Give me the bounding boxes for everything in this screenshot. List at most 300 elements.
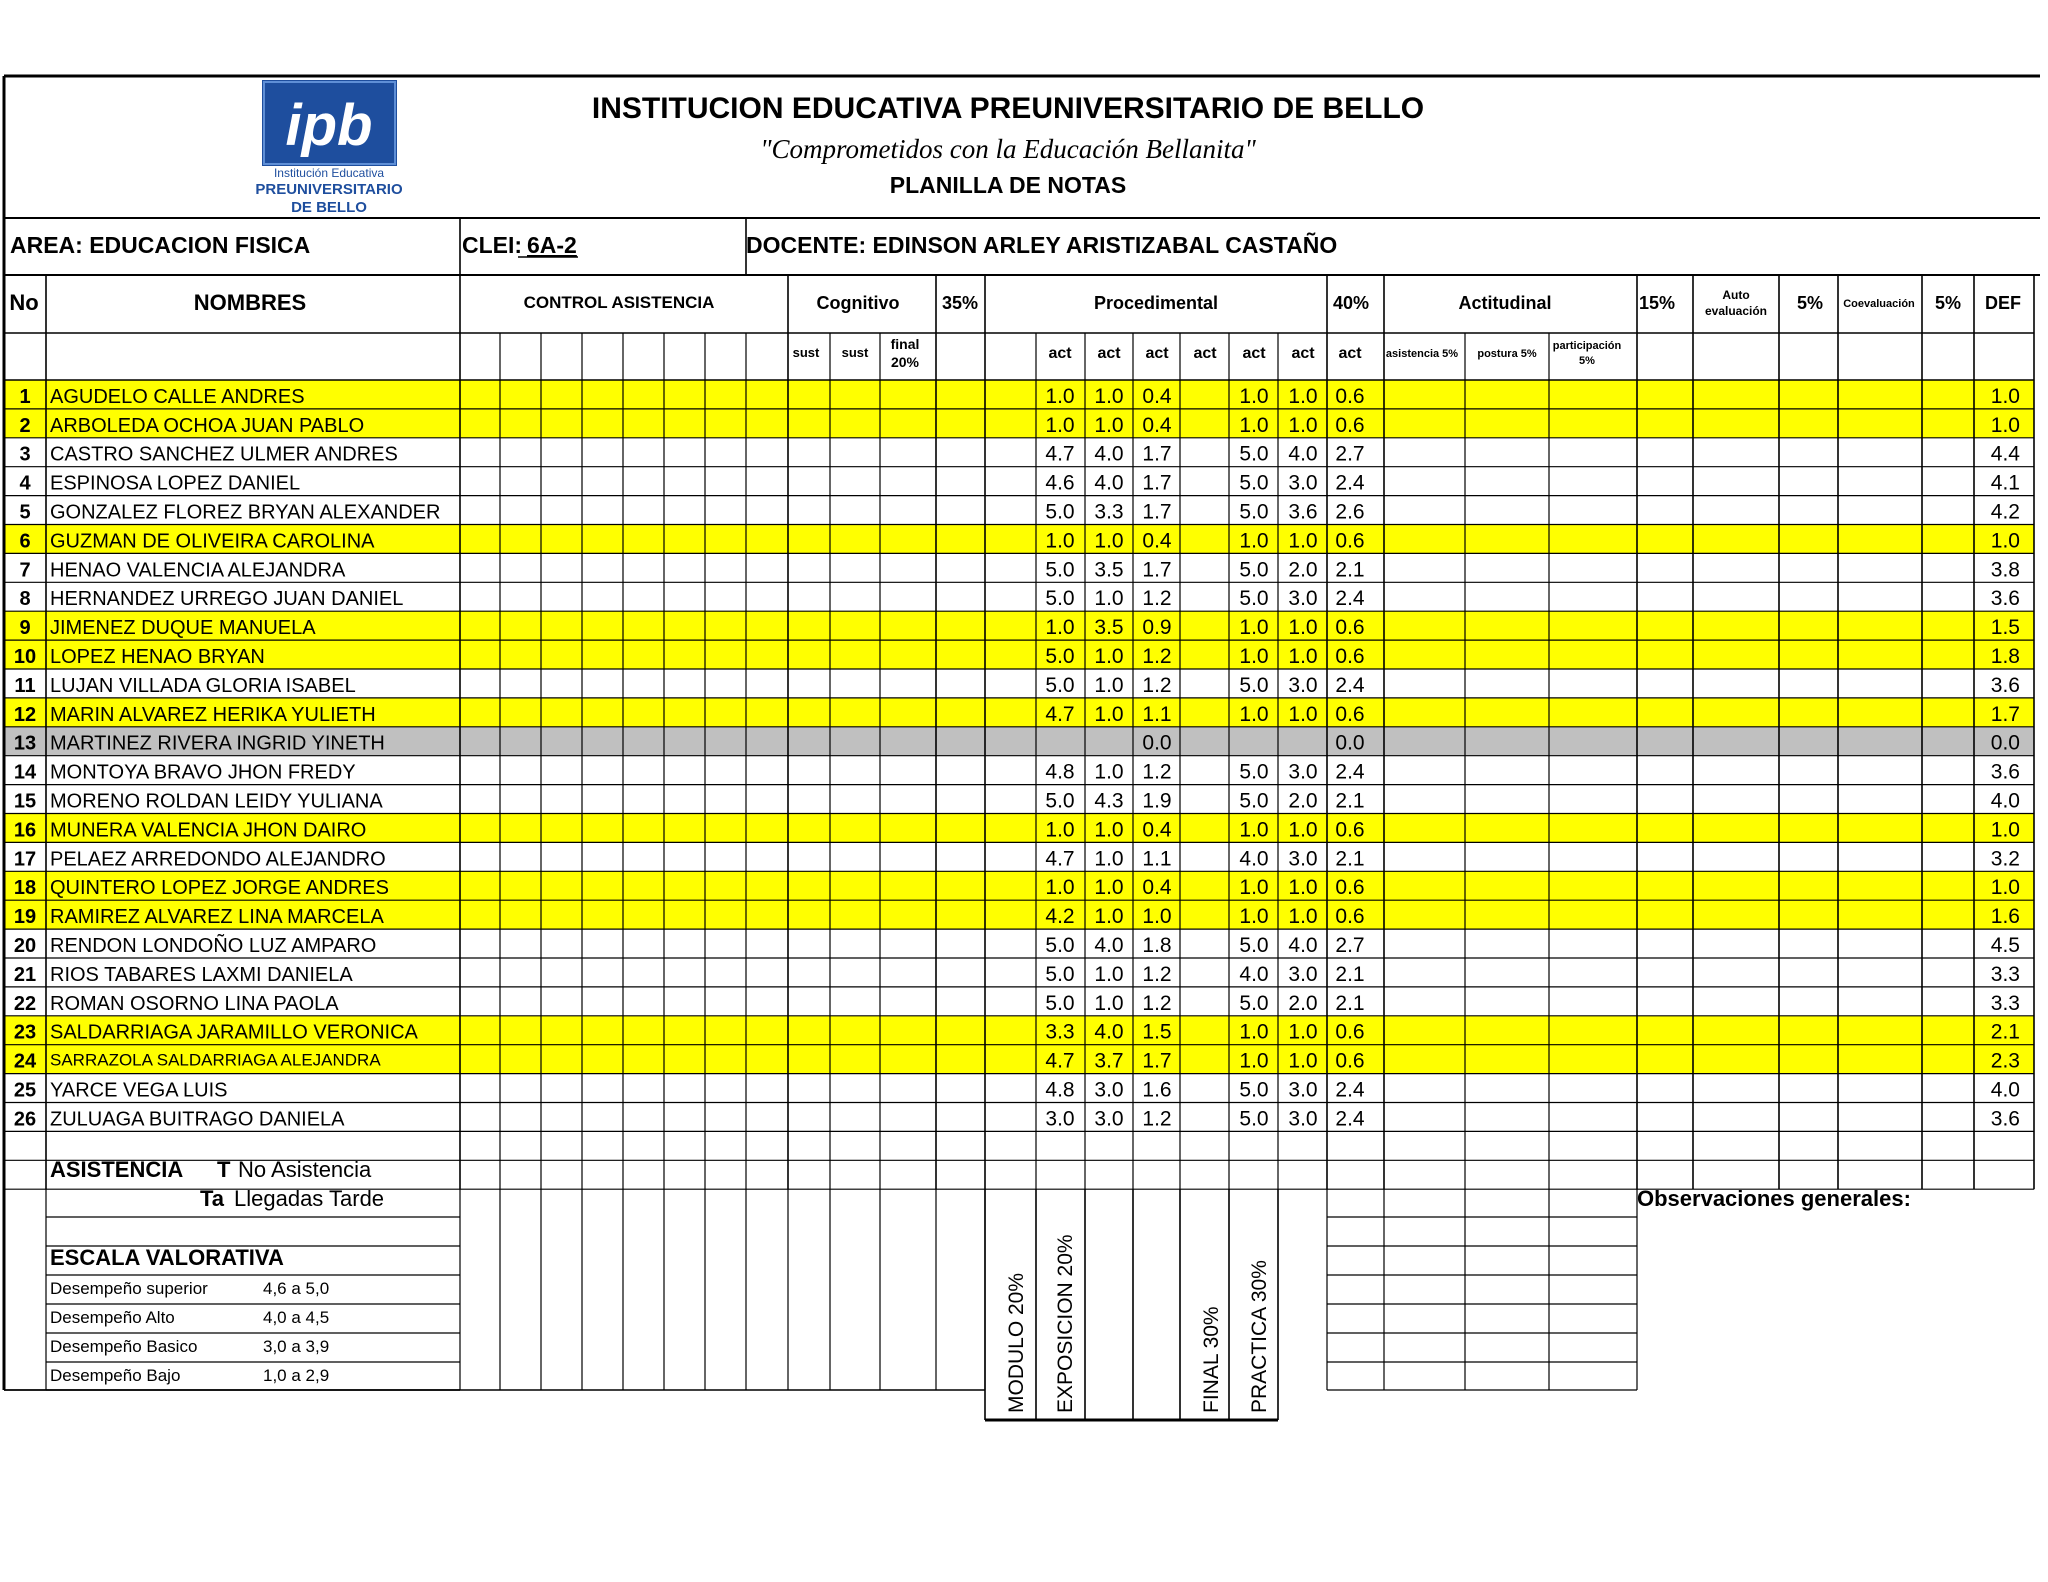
institution-logo	[255, 80, 403, 216]
grade-cell[interactable]: 4.0	[1094, 442, 1124, 466]
grade-cell[interactable]: 4.0	[1094, 934, 1124, 957]
student-row[interactable]	[14, 847, 2020, 870]
grade-cell[interactable]: 2.1	[1335, 558, 1365, 582]
student-name: SALDARRIAGA JARAMILLO VERONICA	[50, 1021, 418, 1044]
grade-cell[interactable]: 0.4	[1142, 818, 1172, 842]
grade-cell[interactable]: 1.0	[1045, 529, 1075, 553]
grade-cell[interactable]: 3.3	[1045, 1020, 1075, 1044]
grade-cell[interactable]: 3.0	[1094, 1107, 1124, 1131]
student-number: 8	[19, 588, 31, 611]
final-grade[interactable]: 1.0	[1990, 818, 2020, 842]
grade-cell[interactable]: 1.0	[1288, 645, 1318, 668]
col-coevaluacion: Coevaluación	[1843, 298, 1915, 310]
scale-label: Desempeño Basico	[50, 1337, 198, 1356]
column-headers	[9, 288, 2021, 370]
grade-cell[interactable]: 5.0	[1045, 500, 1075, 524]
grade-cell[interactable]: 4.7	[1045, 702, 1075, 726]
grade-cell[interactable]: 0.6	[1335, 818, 1365, 842]
grade-cell[interactable]: 3.5	[1094, 558, 1124, 582]
grade-cell[interactable]: 1.0	[1239, 384, 1269, 408]
grade-cell[interactable]: 1.0	[1094, 760, 1124, 784]
grade-cell[interactable]: 1.0	[1094, 876, 1124, 900]
grade-cell[interactable]: 5.0	[1239, 471, 1269, 495]
student-number: 17	[13, 848, 37, 871]
student-number: 20	[13, 935, 37, 957]
student-row[interactable]	[14, 1107, 2020, 1130]
row-highlight	[4, 380, 2034, 409]
student-name: QUINTERO LOPEZ JORGE ANDRES	[50, 877, 389, 900]
student-name: GUZMAN DE OLIVEIRA CAROLINA	[50, 530, 375, 553]
grade-cell[interactable]: 4.2	[1045, 905, 1075, 929]
asistencia-title: ASISTENCIA	[50, 1157, 184, 1182]
student-number: 13	[13, 732, 37, 755]
final-grade[interactable]: 1.0	[1990, 876, 2020, 900]
scale-range: 3,0 a 3,9	[263, 1337, 330, 1356]
grade-cell[interactable]: 2.4	[1335, 760, 1365, 784]
grade-cell[interactable]: 0.9	[1142, 616, 1172, 640]
grade-cell[interactable]: 3.0	[1288, 1107, 1318, 1131]
col-actitudinal: Actitudinal	[1458, 293, 1552, 313]
grade-cell[interactable]: 1.0	[1094, 645, 1124, 668]
student-number: 6	[19, 530, 31, 553]
grade-cell[interactable]: 1.0	[1094, 962, 1124, 986]
sub-act: act	[1193, 345, 1217, 362]
grade-cell[interactable]: 1.2	[1142, 1107, 1172, 1131]
grade-cell[interactable]: 0.6	[1335, 529, 1365, 553]
grade-cell[interactable]: 4.3	[1094, 789, 1124, 813]
grade-cell[interactable]: 2.1	[1335, 847, 1365, 871]
grade-cell[interactable]: 0.6	[1335, 616, 1365, 640]
student-row[interactable]	[14, 963, 2020, 986]
student-name: RENDON LONDOÑO LUZ AMPARO	[50, 935, 377, 957]
final-grade[interactable]: 4.0	[1990, 1078, 2020, 1102]
grade-cell[interactable]: 5.0	[1239, 500, 1269, 524]
grade-cell[interactable]: 1.2	[1142, 673, 1172, 697]
final-grade[interactable]: 3.2	[1990, 847, 2020, 871]
sub-act: act	[1145, 345, 1169, 362]
student-row[interactable]	[19, 443, 2020, 466]
grade-cell[interactable]: 1.0	[1094, 702, 1124, 726]
legend	[50, 1157, 1911, 1413]
scale-list	[50, 1279, 329, 1385]
grade-cell[interactable]: 5.0	[1239, 789, 1269, 813]
grade-cell[interactable]: 1.6	[1142, 1078, 1172, 1102]
student-number: 2	[19, 414, 31, 437]
area-label: AREA: EDUCACION FISICA	[10, 232, 311, 258]
student-number: 15	[13, 790, 37, 813]
grade-cell[interactable]: 2.4	[1335, 587, 1365, 611]
institution-motto: "Comprometidos con la Educación Bellanita"	[760, 134, 1256, 164]
student-name: ZULUAGA BUITRAGO DANIELA	[50, 1108, 345, 1131]
grade-cell[interactable]: 1.0	[1239, 645, 1269, 668]
final-grade[interactable]: 3.6	[1990, 760, 2020, 784]
student-name: GONZALEZ FLOREZ BRYAN ALEXANDER	[50, 501, 441, 524]
grade-cell[interactable]: 1.0	[1288, 702, 1318, 726]
sub-act: act	[1291, 345, 1315, 362]
grade-cell[interactable]: 5.0	[1045, 991, 1075, 1015]
logo-line3: DE BELLO	[291, 199, 367, 216]
act-subheaders	[1048, 345, 1362, 362]
final-grade[interactable]: 1.0	[1990, 384, 2020, 408]
sub-asistencia: asistencia 5%	[1385, 348, 1459, 360]
clei-label: CLEI:	[462, 232, 523, 258]
final-grade[interactable]: 4.5	[1990, 934, 2020, 957]
student-row[interactable]	[19, 472, 2020, 495]
grade-cell[interactable]: 2.7	[1335, 442, 1365, 466]
grade-cell[interactable]: 3.3	[1094, 500, 1124, 524]
grade-cell[interactable]: 1.0	[1045, 616, 1075, 640]
student-number: 1	[19, 385, 31, 408]
grade-cell[interactable]: 1.0	[1239, 702, 1269, 726]
final-grade[interactable]: 3.6	[1990, 587, 2020, 611]
student-name: ARBOLEDA OCHOA JUAN PABLO	[50, 414, 365, 437]
student-row[interactable]	[19, 501, 2020, 524]
student-name: RIOS TABARES LAXMI DANIELA	[50, 963, 353, 986]
grade-cell[interactable]: 4.8	[1045, 1078, 1075, 1102]
t-code: T	[217, 1157, 231, 1182]
final-grade[interactable]: 1.8	[1990, 645, 2020, 668]
student-row[interactable]	[14, 1079, 2020, 1102]
student-number: 11	[14, 674, 36, 697]
student-name: MORENO ROLDAN LEIDY YULIANA	[50, 790, 383, 813]
sub-participacion-2: 5%	[1579, 355, 1595, 367]
col-cognitivo-pct: 35%	[941, 293, 979, 313]
grade-cell[interactable]: 1.0	[1288, 1049, 1318, 1073]
student-row[interactable]	[14, 674, 2020, 697]
grade-cell[interactable]: 5.0	[1045, 962, 1075, 986]
grade-cell[interactable]: 0.6	[1335, 1049, 1365, 1073]
grade-cell[interactable]: 4.7	[1045, 1049, 1075, 1073]
grade-cell[interactable]: 1.0	[1094, 673, 1124, 697]
grade-cell[interactable]: 1.0	[1239, 876, 1269, 900]
grade-cell[interactable]: 1.1	[1142, 702, 1172, 726]
final-grade[interactable]: 4.4	[1990, 442, 2020, 466]
row-highlight	[4, 640, 2034, 669]
grade-cell[interactable]: 3.0	[1288, 471, 1318, 495]
sub-act: act	[1338, 345, 1362, 362]
grade-cell[interactable]: 1.0	[1239, 1020, 1269, 1044]
grade-cell[interactable]: 1.0	[1288, 616, 1318, 640]
grade-cell[interactable]: 4.0	[1288, 934, 1318, 957]
student-name: SARRAZOLA SALDARRIAGA ALEJANDRA	[50, 1050, 381, 1070]
grade-cell[interactable]: 0.0	[1142, 731, 1172, 755]
grade-cell[interactable]: 2.1	[1335, 991, 1365, 1015]
grade-cell[interactable]: 0.6	[1335, 413, 1365, 437]
grade-cell[interactable]: 1.0	[1239, 529, 1269, 553]
final-grade[interactable]: 3.6	[1990, 1107, 2020, 1131]
student-number: 9	[19, 617, 31, 640]
grade-cell[interactable]: 1.2	[1142, 587, 1172, 611]
final-grade[interactable]: 3.6	[1990, 673, 2020, 697]
student-name: HERNANDEZ URREGO JUAN DANIEL	[50, 588, 404, 611]
student-name: MONTOYA BRAVO JHON FREDY	[50, 761, 356, 784]
grade-cell[interactable]: 5.0	[1239, 558, 1269, 582]
grade-cell[interactable]: 1.0	[1288, 876, 1318, 900]
grade-cell[interactable]: 3.0	[1288, 673, 1318, 697]
grade-cell[interactable]: 1.0	[1239, 413, 1269, 437]
grade-cell[interactable]: 3.0	[1288, 847, 1318, 871]
col-nombres: NOMBRES	[193, 290, 307, 315]
sub-act: act	[1097, 345, 1121, 362]
grade-cell[interactable]: 5.0	[1045, 587, 1075, 611]
ta-text: Llegadas Tarde	[234, 1186, 385, 1211]
grade-cell[interactable]: 1.0	[1094, 847, 1124, 871]
grade-cell[interactable]: 3.0	[1094, 1078, 1124, 1102]
observaciones-label: Observaciones generales:	[1637, 1186, 1911, 1211]
student-name: ESPINOSA LOPEZ DANIEL	[50, 472, 301, 495]
grade-cell[interactable]: 1.0	[1045, 876, 1075, 900]
student-number: 14	[13, 761, 37, 784]
grade-cell[interactable]: 0.6	[1335, 645, 1365, 668]
grade-cell[interactable]: 1.0	[1288, 1020, 1318, 1044]
student-name: AGUDELO CALLE ANDRES	[50, 385, 305, 408]
grade-cell[interactable]: 3.0	[1288, 587, 1318, 611]
grade-cell[interactable]: 1.0	[1239, 1049, 1269, 1073]
scale-label: Desempeño Bajo	[50, 1366, 181, 1385]
grade-cell[interactable]: 1.0	[1288, 529, 1318, 553]
sub-sust-1: sust	[792, 345, 820, 360]
grade-cell[interactable]: 0.6	[1335, 905, 1365, 929]
t-text: No Asistencia	[238, 1157, 372, 1182]
docente-label: DOCENTE: EDINSON ARLEY ARISTIZABAL CASTAÑO	[746, 232, 1338, 258]
col-no: No	[9, 290, 39, 315]
grade-cell[interactable]: 3.0	[1288, 1078, 1318, 1102]
grade-cell[interactable]: 1.7	[1142, 442, 1172, 466]
final-grade[interactable]: 2.1	[1990, 1020, 2020, 1044]
student-name: RAMIREZ ALVAREZ LINA MARCELA	[50, 906, 384, 929]
grade-cell[interactable]: 1.0	[1239, 616, 1269, 640]
grade-cell[interactable]: 3.0	[1288, 962, 1318, 986]
grade-cell[interactable]: 4.6	[1045, 471, 1075, 495]
grade-cell[interactable]: 4.0	[1239, 962, 1269, 986]
grade-cell[interactable]: 2.0	[1288, 991, 1318, 1015]
rotated-labels	[1005, 1234, 1271, 1413]
scale-range: 1,0 a 2,9	[263, 1366, 330, 1385]
grade-cell[interactable]: 1.7	[1142, 1049, 1172, 1073]
final-grade[interactable]: 4.2	[1990, 500, 2020, 524]
col-def: DEF	[1985, 293, 2021, 313]
student-row[interactable]	[14, 790, 2020, 813]
sub-postura: postura 5%	[1477, 348, 1537, 360]
grade-cell[interactable]: 3.0	[1288, 760, 1318, 784]
final-grade[interactable]: 3.8	[1990, 558, 2020, 582]
grade-cell[interactable]: 4.7	[1045, 847, 1075, 871]
col-auto-2: evaluación	[1704, 304, 1768, 318]
grade-cell[interactable]: 5.0	[1239, 760, 1269, 784]
grade-cell[interactable]: 2.7	[1335, 934, 1365, 957]
student-name: MARIN ALVAREZ HERIKA YULIETH	[50, 703, 376, 726]
grade-cell[interactable]: 2.4	[1335, 1107, 1365, 1131]
escala-title: ESCALA VALORATIVA	[50, 1245, 284, 1270]
institution-title: INSTITUCION EDUCATIVA PREUNIVERSITARIO DE BELLO	[591, 92, 1425, 125]
grade-cell[interactable]: 1.0	[1239, 905, 1269, 929]
grade-cell[interactable]: 3.7	[1094, 1049, 1124, 1073]
grade-cell[interactable]: 4.0	[1094, 1020, 1124, 1044]
sub-participacion-1: participación	[1552, 340, 1622, 352]
grade-cell[interactable]: 5.0	[1045, 558, 1075, 582]
grade-cell[interactable]: 1.0	[1288, 905, 1318, 929]
grade-cell[interactable]: 0.4	[1142, 529, 1172, 553]
student-number: 7	[19, 559, 31, 582]
grade-cell[interactable]: 1.0	[1094, 587, 1124, 611]
final-grade[interactable]: 1.6	[1990, 905, 2020, 929]
grade-cell[interactable]: 0.6	[1335, 1020, 1365, 1044]
col-auto-1: Auto	[1722, 288, 1750, 302]
grade-cell[interactable]: 2.0	[1288, 558, 1318, 582]
grade-cell[interactable]: 1.0	[1288, 818, 1318, 842]
grade-cell[interactable]: 4.0	[1239, 847, 1269, 871]
rotated-label: EXPOSICION 20%	[1054, 1234, 1077, 1413]
grade-cell[interactable]: 5.0	[1045, 673, 1075, 697]
grade-cell[interactable]: 3.0	[1045, 1107, 1075, 1131]
student-row[interactable]	[14, 933, 2020, 957]
grade-cell[interactable]: 1.0	[1094, 529, 1124, 553]
student-name: MUNERA VALENCIA JHON DAIRO	[50, 819, 367, 842]
student-number: 18	[13, 877, 37, 900]
grade-cell[interactable]: 3.5	[1094, 616, 1124, 640]
sub-act: act	[1048, 345, 1072, 362]
grade-cell[interactable]: 1.0	[1094, 384, 1124, 408]
student-number: 25	[13, 1079, 37, 1102]
student-number: 5	[19, 501, 31, 524]
scale-range: 4,6 a 5,0	[263, 1279, 330, 1298]
student-row[interactable]	[19, 587, 2020, 610]
grade-cell[interactable]: 1.2	[1142, 645, 1172, 668]
grade-cell[interactable]: 5.0	[1239, 934, 1269, 957]
grade-cell[interactable]: 2.1	[1335, 962, 1365, 986]
grade-cell[interactable]: 3.6	[1288, 500, 1318, 524]
student-number: 26	[13, 1108, 37, 1131]
grade-cell[interactable]: 4.0	[1094, 471, 1124, 495]
grade-cell[interactable]: 1.0	[1094, 413, 1124, 437]
student-name: LUJAN VILLADA GLORIA ISABEL	[50, 674, 356, 697]
grade-cell[interactable]: 1.0	[1094, 818, 1124, 842]
grade-cell[interactable]: 1.7	[1142, 500, 1172, 524]
student-number: 4	[19, 472, 31, 495]
final-grade[interactable]: 1.0	[1990, 413, 2020, 437]
grade-cell[interactable]: 2.4	[1335, 471, 1365, 495]
grade-cell[interactable]: 1.7	[1142, 558, 1172, 582]
grade-cell[interactable]: 1.0	[1288, 413, 1318, 437]
sub-sust-2: sust	[841, 345, 869, 360]
grade-cell[interactable]: 2.6	[1335, 500, 1365, 524]
grade-cell[interactable]: 2.4	[1335, 1078, 1365, 1102]
student-number: 16	[13, 819, 37, 842]
grade-cell[interactable]: 1.2	[1142, 760, 1172, 784]
grade-cell[interactable]: 1.0	[1142, 905, 1172, 929]
logo-line2: PREUNIVERSITARIO	[255, 181, 403, 198]
grade-cell[interactable]: 1.0	[1094, 905, 1124, 929]
grade-cell[interactable]: 1.8	[1142, 934, 1172, 957]
student-name: HENAO VALENCIA ALEJANDRA	[50, 559, 346, 582]
grade-cell[interactable]: 1.0	[1045, 384, 1075, 408]
grade-cell[interactable]: 2.4	[1335, 673, 1365, 697]
grade-cell[interactable]: 0.6	[1335, 384, 1365, 408]
grade-cell[interactable]: 1.0	[1045, 818, 1075, 842]
col-procedimental: Procedimental	[1093, 293, 1219, 313]
grade-cell[interactable]: 5.0	[1045, 789, 1075, 813]
grade-cell[interactable]: 0.0	[1335, 731, 1365, 755]
student-number: 3	[19, 443, 31, 466]
col-cognitivo: Cognitivo	[816, 293, 900, 313]
final-grade[interactable]: 1.0	[1990, 529, 2020, 553]
final-grade[interactable]: 3.3	[1990, 991, 2020, 1015]
scale-label: Desempeño superior	[50, 1279, 208, 1298]
grade-cell[interactable]: 5.0	[1045, 934, 1075, 957]
grade-cell[interactable]: 5.0	[1239, 991, 1269, 1015]
grade-cell[interactable]: 5.0	[1239, 673, 1269, 697]
grade-cell[interactable]: 5.0	[1239, 1107, 1269, 1131]
grade-cell[interactable]: 2.0	[1288, 789, 1318, 813]
final-grade[interactable]: 4.1	[1990, 471, 2020, 495]
grade-cell[interactable]: 4.0	[1288, 442, 1318, 466]
student-number: 12	[13, 703, 37, 726]
student-name: CASTRO SANCHEZ ULMER ANDRES	[50, 443, 398, 466]
student-number: 24	[13, 1050, 37, 1073]
grade-cell[interactable]: 1.5	[1142, 1020, 1172, 1044]
grade-cell[interactable]: 4.7	[1045, 442, 1075, 466]
grade-cell[interactable]: 1.1	[1142, 847, 1172, 871]
rotated-label: FINAL 30%	[1200, 1306, 1223, 1413]
grade-cell[interactable]: 4.8	[1045, 760, 1075, 784]
grade-cell[interactable]: 0.4	[1142, 876, 1172, 900]
grade-cell[interactable]: 5.0	[1239, 587, 1269, 611]
student-name: PELAEZ ARREDONDO ALEJANDRO	[50, 848, 386, 871]
logo-monogram: ipb	[285, 93, 373, 158]
grade-cell[interactable]: 0.6	[1335, 876, 1365, 900]
sub-act: act	[1242, 345, 1266, 362]
final-grade[interactable]: 3.3	[1990, 962, 2020, 986]
student-name: JIMENEZ DUQUE MANUELA	[50, 617, 316, 640]
sheet-title: PLANILLA DE NOTAS	[889, 172, 1127, 198]
col-control-asistencia: CONTROL ASISTENCIA	[523, 293, 715, 312]
col-procedimental-pct: 40%	[1332, 293, 1370, 313]
scale-range: 4,0 a 4,5	[263, 1308, 330, 1327]
final-grade[interactable]: 1.5	[1990, 616, 2020, 640]
grade-cell[interactable]: 1.0	[1094, 991, 1124, 1015]
rotated-label: MODULO 20%	[1005, 1272, 1028, 1413]
ta-code: Ta	[200, 1186, 225, 1211]
sub-final-2: 20%	[890, 354, 920, 370]
clei-value: 6A-2	[527, 232, 577, 258]
student-number: 22	[13, 992, 37, 1015]
grade-cell[interactable]: 1.0	[1288, 384, 1318, 408]
grade-cell[interactable]: 0.4	[1142, 384, 1172, 408]
student-number: 23	[13, 1021, 37, 1044]
student-row[interactable]	[14, 992, 2020, 1015]
grade-cell[interactable]: 0.4	[1142, 413, 1172, 437]
student-row[interactable]	[14, 761, 2020, 784]
student-row[interactable]	[19, 558, 2020, 581]
grade-cell[interactable]: 0.6	[1335, 702, 1365, 726]
col-coevaluacion-pct: 5%	[1934, 293, 1962, 313]
grade-cell[interactable]: 2.1	[1335, 789, 1365, 813]
grade-cell[interactable]: 5.0	[1239, 1078, 1269, 1102]
grade-cell[interactable]: 1.9	[1142, 789, 1172, 813]
final-grade[interactable]: 1.7	[1990, 702, 2020, 726]
final-grade[interactable]: 0.0	[1990, 731, 2020, 755]
grade-cell[interactable]: 1.7	[1142, 471, 1172, 495]
grade-cell[interactable]: 1.0	[1045, 413, 1075, 437]
grade-cell[interactable]: 5.0	[1239, 442, 1269, 466]
final-grade[interactable]: 2.3	[1990, 1049, 2020, 1073]
grade-cell[interactable]: 5.0	[1045, 645, 1075, 668]
student-name: LOPEZ HENAO BRYAN	[50, 646, 265, 668]
final-grade[interactable]: 4.0	[1990, 789, 2020, 813]
grade-cell[interactable]: 1.2	[1142, 991, 1172, 1015]
grade-cell[interactable]: 1.2	[1142, 962, 1172, 986]
grade-cell[interactable]: 1.0	[1239, 818, 1269, 842]
